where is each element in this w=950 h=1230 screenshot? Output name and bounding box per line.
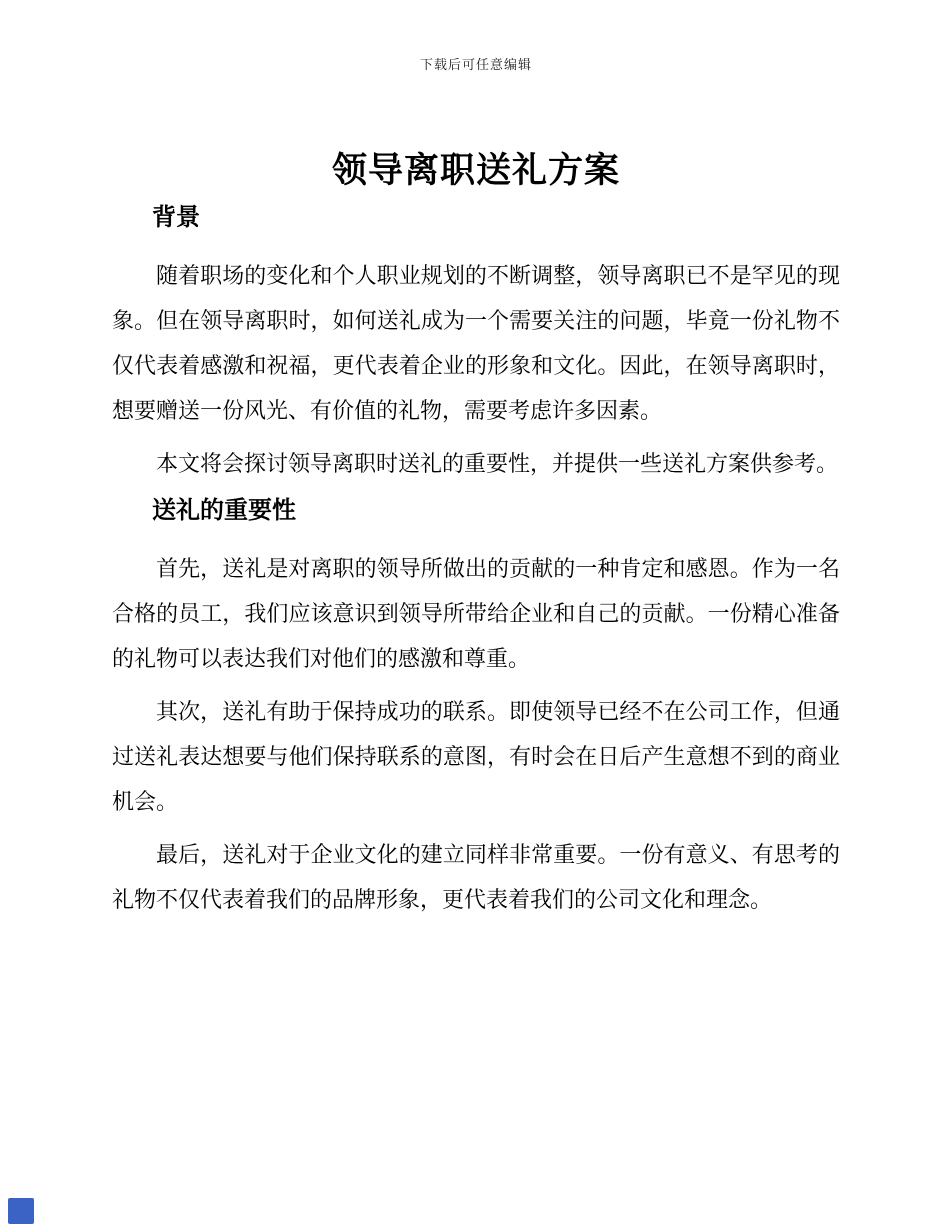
blue-corner-shape (8, 1198, 34, 1224)
section-heading-background: 背景 (152, 203, 200, 231)
paragraph-background-1: 随着职场的变化和个人职业规划的不断调整，领导离职已不是罕见的现象。但在领导离职时，如何送礼成为一个需要关注的问题，毕竟一份礼物不仅代表着感激和祝福，更代表着企业的形象和文化。因此，在领导离职时，想要赠送一份风光、有价值的礼物，需要考虑许多因素。 (112, 262, 840, 423)
paragraph-importance-2: 其次，送礼有助于保持成功的联系。即使领导已经不在公司工作，但通过送礼表达想要与他们保持联系的意图，有时会在日后产生意想不到的商业机会。 (112, 698, 840, 814)
document-title: 领导离职送礼方案 (331, 151, 620, 190)
paragraph-background-2: 本文将会探讨领导离职时送礼的重要性，并提供一些送礼方案供参考。 (156, 450, 839, 476)
edit-watermark-text: 下载后可任意编辑 (419, 57, 532, 72)
section-heading-importance: 送礼的重要性 (152, 496, 296, 524)
paragraph-importance-1: 首先，送礼是对离职的领导所做出的贡献的一种肯定和感恩。作为一名合格的员工，我们应该意识到领导所带给企业和自己的贡献。一份精心准备的礼物可以表达我们对他们的感激和尊重。 (112, 555, 840, 671)
paragraph-importance-3: 最后，送礼对于企业文化的建立同样非常重要。一份有意义、有思考的礼物不仅代表着我们的品牌形象，更代表着我们的公司文化和理念。 (112, 841, 840, 912)
